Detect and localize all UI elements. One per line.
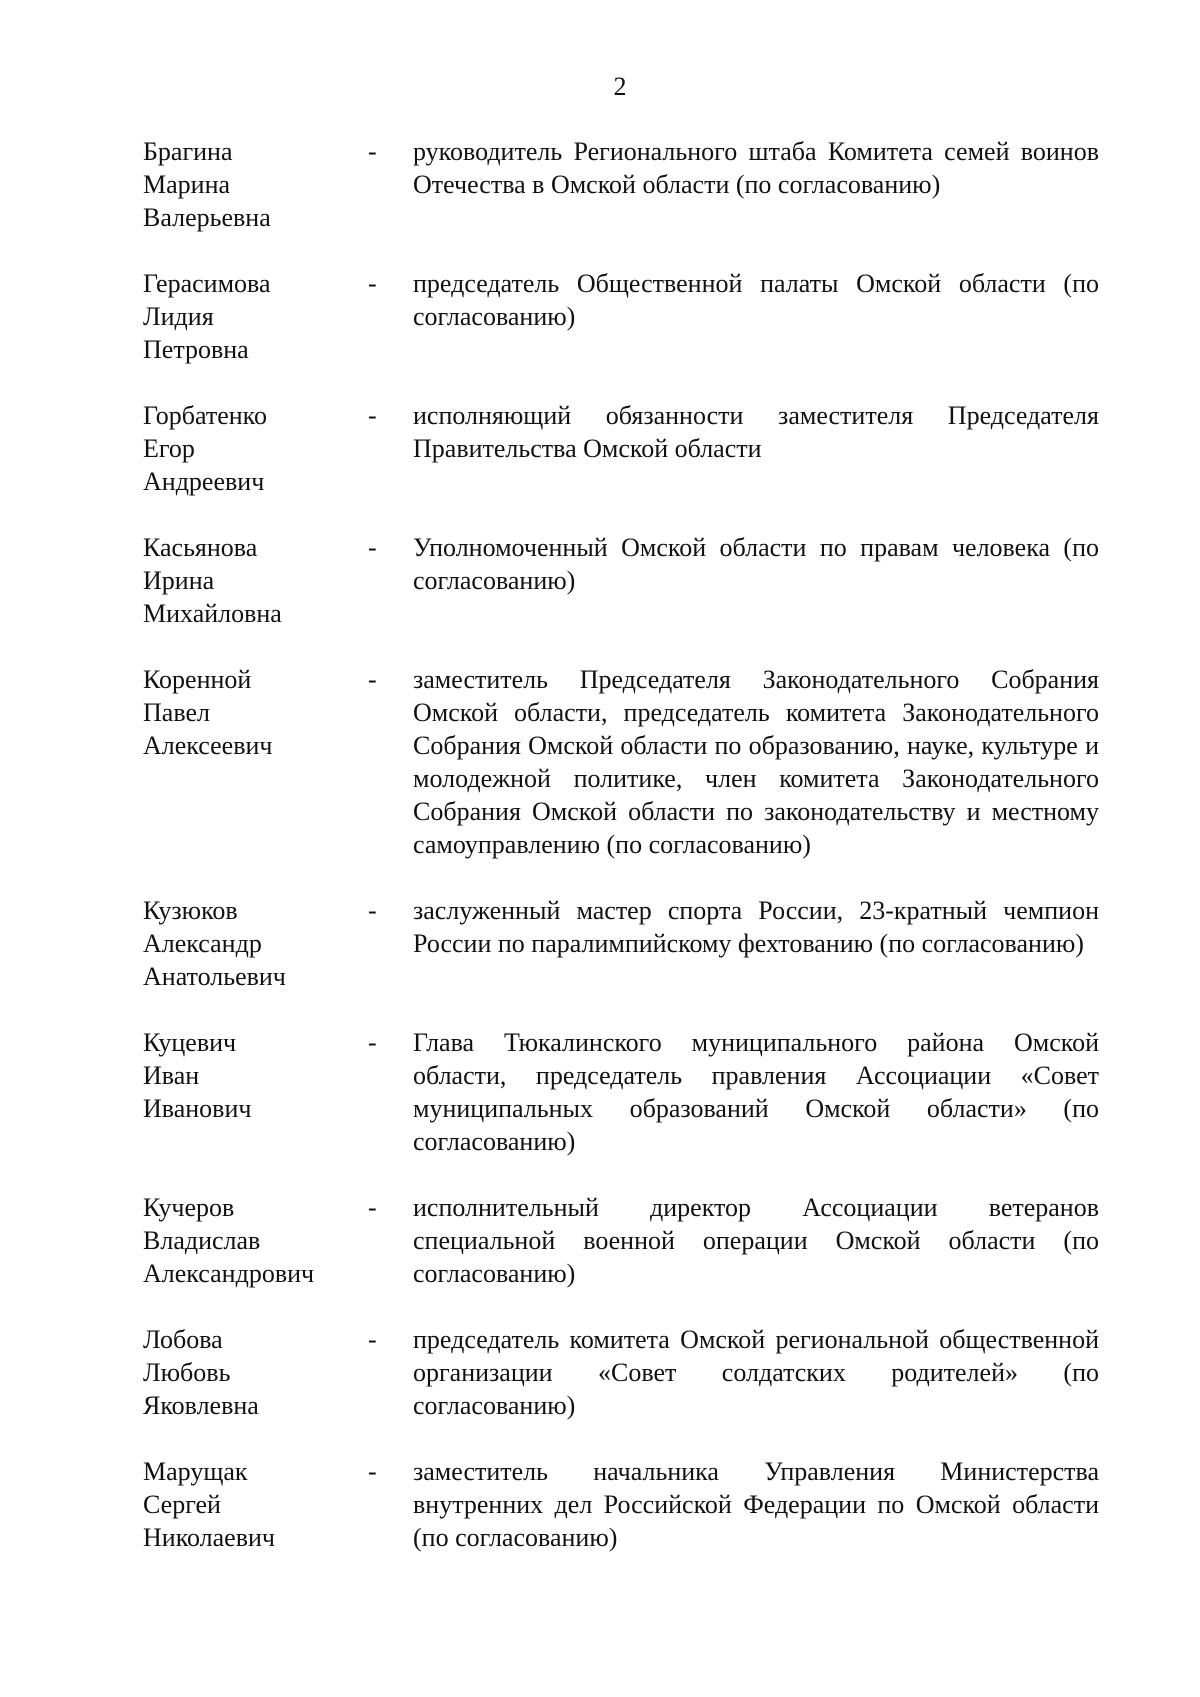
member-last-name: Касьянова bbox=[143, 533, 258, 562]
member-last-name: Брагина bbox=[143, 137, 233, 166]
member-entry bbox=[143, 267, 1103, 366]
member-last-name: Горбатенко bbox=[143, 401, 267, 430]
member-dash: - bbox=[368, 896, 377, 925]
member-patronymic: Михайловна bbox=[143, 599, 282, 628]
member-first-name: Павел bbox=[143, 698, 210, 727]
member-first-name: Александр bbox=[143, 929, 262, 958]
member-patronymic: Валерьевна bbox=[143, 203, 271, 232]
member-entry bbox=[143, 135, 1103, 234]
member-patronymic: Алексеевич bbox=[143, 731, 273, 760]
members-list bbox=[143, 135, 1103, 1554]
member-name bbox=[143, 399, 368, 498]
member-entry bbox=[143, 531, 1103, 630]
member-role: Глава Тюкалинского муниципального района Омской области, председатель правления Ассоциации «Совет муниципальных образований Омской области» (по согласованию) bbox=[413, 1028, 1099, 1156]
member-dash: - bbox=[368, 137, 377, 166]
page-number: 2 bbox=[613, 72, 627, 101]
member-first-name: Ирина bbox=[143, 566, 215, 595]
member-dash: - bbox=[368, 1325, 377, 1354]
member-first-name: Марина bbox=[143, 170, 231, 199]
member-role: исполнительный директор Ассоциации ветеранов специальной военной операции Омской области (по согласованию) bbox=[413, 1193, 1099, 1288]
member-role: председатель Общественной палаты Омской области (по согласованию) bbox=[413, 269, 1099, 331]
member-dash: - bbox=[368, 269, 377, 298]
member-role: заслуженный мастер спорта России, 23-кратный чемпион России по паралимпийскому фехтованию (по согласованию) bbox=[413, 896, 1099, 958]
member-patronymic: Андреевич bbox=[143, 467, 265, 496]
member-first-name: Иван bbox=[143, 1061, 200, 1090]
member-name bbox=[143, 531, 368, 630]
member-patronymic: Анатольевич bbox=[143, 962, 286, 991]
member-role: исполняющий обязанности заместителя Председателя Правительства Омской области bbox=[413, 401, 1099, 463]
member-dash: - bbox=[368, 1193, 377, 1222]
member-last-name: Кузюков bbox=[143, 896, 238, 925]
member-first-name: Егор bbox=[143, 434, 195, 463]
member-entry bbox=[143, 1191, 1103, 1290]
member-entry bbox=[143, 663, 1103, 861]
member-patronymic: Иванович bbox=[143, 1094, 252, 1123]
member-role: Уполномоченный Омской области по правам человека (по согласованию) bbox=[413, 533, 1099, 595]
member-name bbox=[143, 1455, 368, 1554]
member-last-name: Марущак bbox=[143, 1457, 248, 1486]
member-role: председатель комитета Омской региональной общественной организации «Совет солдатских родителей» (по согласованию) bbox=[413, 1325, 1099, 1420]
member-dash: - bbox=[368, 1028, 377, 1057]
member-first-name: Лидия bbox=[143, 302, 214, 331]
member-name bbox=[143, 267, 368, 366]
member-patronymic: Петровна bbox=[143, 335, 249, 364]
member-dash: - bbox=[368, 401, 377, 430]
member-entry bbox=[143, 1455, 1103, 1554]
member-name bbox=[143, 1191, 368, 1290]
member-last-name: Коренной bbox=[143, 665, 252, 694]
member-patronymic: Яковлевна bbox=[143, 1391, 259, 1420]
member-entry bbox=[143, 1026, 1103, 1158]
member-name bbox=[143, 1323, 368, 1422]
member-first-name: Владислав bbox=[143, 1226, 261, 1255]
member-patronymic: Николаевич bbox=[143, 1523, 275, 1552]
member-dash: - bbox=[368, 533, 377, 562]
member-first-name: Любовь bbox=[143, 1358, 231, 1387]
member-last-name: Герасимова bbox=[143, 269, 271, 298]
member-name bbox=[143, 1026, 368, 1158]
member-role: руководитель Регионального штаба Комитета семей воинов Отечества в Омской области (по согласованию) bbox=[413, 137, 1099, 199]
member-role: заместитель Председателя Законодательного Собрания Омской области, председатель комитета Законодательного Собрания Омской области по образованию, науке, культуре и молодежной политике, член комитета Законодательного Собрания Омской области по законодательству и местному самоуправлению (по согласованию) bbox=[413, 665, 1099, 859]
member-last-name: Лобова bbox=[143, 1325, 223, 1354]
member-name bbox=[143, 135, 368, 234]
member-dash: - bbox=[368, 1457, 377, 1486]
member-first-name: Сергей bbox=[143, 1490, 221, 1519]
member-role: заместитель начальника Управления Министерства внутренних дел Российской Федерации по Омской области (по согласованию) bbox=[413, 1457, 1099, 1552]
member-dash: - bbox=[368, 665, 377, 694]
member-entry bbox=[143, 1323, 1103, 1422]
member-entry bbox=[143, 399, 1103, 498]
member-last-name: Куцевич bbox=[143, 1028, 237, 1057]
member-entry bbox=[143, 894, 1103, 993]
member-name bbox=[143, 663, 368, 861]
member-patronymic: Александрович bbox=[143, 1259, 315, 1288]
member-last-name: Кучеров bbox=[143, 1193, 235, 1222]
member-name bbox=[143, 894, 368, 993]
